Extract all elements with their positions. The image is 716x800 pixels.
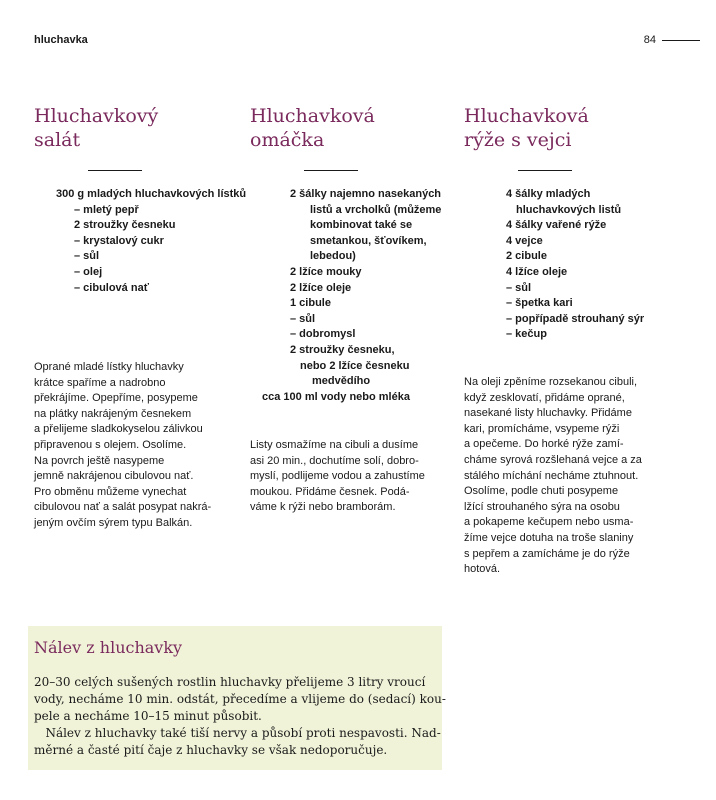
method-line: moukou. Přidáme česnek. Podá- <box>250 485 410 498</box>
method-line: kari, promícháme, vsypeme rýži <box>464 422 620 435</box>
method-line: Na povrch ještě nasypeme <box>34 454 165 467</box>
ingredient-item: medvědího <box>312 375 371 388</box>
method-line: cháme syrová rozšlehaná vejce a za <box>464 453 642 466</box>
infusion-line: pele a necháme 10–15 minut působit. <box>34 709 262 723</box>
ingredient-item: 2 šálky najemno nasekaných <box>290 188 442 200</box>
method-line: hotová. <box>464 563 501 576</box>
ingredient-item: – dobromysl <box>290 328 356 341</box>
method-line: když zesklovatí, přidáme oprané, <box>464 391 625 404</box>
page-number-text: 84 <box>643 34 656 46</box>
method-line: jemně nakrájenou cibulovou nať. <box>34 470 194 483</box>
method-line: váme k rýži nebo bramborám. <box>250 501 396 514</box>
method-line: myslí, podlijeme vodou a zahustíme <box>250 470 425 483</box>
infusion-body <box>34 674 446 759</box>
ingredient-item: 4 šálky vařené rýže <box>506 219 607 232</box>
method-line: a opečeme. Do horké rýže zamí- <box>464 438 624 451</box>
title-rule <box>88 170 142 171</box>
ingredient-item: 4 vejce <box>506 234 543 247</box>
method-line: Osolíme, podle chuti posypeme <box>464 485 619 498</box>
ingredient-item: listů a vrcholků (můžeme <box>310 203 442 216</box>
recipe-title: Hluchavkový salát <box>34 105 159 151</box>
ingredient-item: – kečup <box>506 328 547 341</box>
ingredient-item: – popřípadě strouhaný sýr <box>506 312 645 325</box>
title-rule <box>518 170 572 171</box>
ingredient-list <box>34 187 247 296</box>
recipe-title: Hluchavková omáčka <box>250 105 375 151</box>
ingredient-item: lebedou) <box>310 250 356 263</box>
ingredient-item: – mletý pepř <box>74 203 139 216</box>
ingredient-item: smetankou, šťovíkem, <box>310 234 427 247</box>
method-line: lžící strouhaného sýra na osobu <box>464 500 620 513</box>
ingredient-list <box>464 187 664 343</box>
ingredient-item: 2 stroužky česneku, <box>290 343 395 356</box>
method-line: stálého míchání necháme ztuhnout. <box>464 469 639 482</box>
ingredient-item: 4 šálky mladých <box>506 188 591 200</box>
method-line: jeným ovčím sýrem typu Balkán. <box>34 516 193 529</box>
method-line: Pro obměnu můžeme vynechat <box>34 485 187 498</box>
method-line: a pokapeme kečupem nebo usma- <box>464 516 634 529</box>
ingredient-item: – cibulová nať <box>74 281 149 294</box>
recipe-rice-method <box>464 375 656 578</box>
recipe-sauce <box>250 104 450 405</box>
ingredient-item: 2 lžíce oleje <box>290 281 352 294</box>
method-line: žíme vejce dotuha na troše slaniny <box>464 531 634 544</box>
method-line: Listy osmažíme na cibuli a dusíme <box>250 439 419 451</box>
ingredient-item: 2 lžíce mouky <box>290 265 362 278</box>
ingredient-item: – sůl <box>290 312 316 325</box>
ingredient-item: – sůl <box>74 250 100 263</box>
ingredient-item: – špetka kari <box>506 297 573 310</box>
recipe-salad <box>34 104 247 296</box>
method-line: Na oleji zpěníme rozsekanou cibuli, <box>464 376 638 388</box>
infusion-line: 20–30 celých sušených rostlin hluchavky přelijeme 3 litry vroucí <box>34 675 426 689</box>
ingredient-list <box>250 187 450 405</box>
recipe-title: Hluchavková rýže s vejci <box>464 105 589 151</box>
ingredient-item: 300 g mladých hluchavkových lístků <box>56 188 247 200</box>
recipe-rice <box>464 104 664 343</box>
ingredient-item: nebo 2 lžíce česneku <box>300 359 410 372</box>
recipe-sauce-method <box>250 438 442 516</box>
title-rule <box>304 170 358 171</box>
running-header: hluchavka <box>34 34 88 46</box>
infusion-box <box>28 626 446 770</box>
ingredient-item: 1 cibule <box>290 297 331 310</box>
method-line: s pepřem a zamícháme je do rýže <box>464 547 630 560</box>
method-line: nasekané listy hluchavky. Přidáme <box>464 407 632 420</box>
ingredient-item: kombinovat také se <box>310 219 413 232</box>
page-number <box>644 34 700 46</box>
infusion-line: Nálev z hluchavky také tiší nervy a působí proti nespavosti. Nad- <box>34 726 441 740</box>
method-line: krátce spaříme a nadrobno <box>34 376 166 389</box>
ingredient-item: 4 lžíce oleje <box>506 265 568 278</box>
method-line: a přelijeme sladkokyselou zálivkou <box>34 423 203 436</box>
ingredient-item: 2 cibule <box>506 250 547 263</box>
ingredient-item: – krystalový cukr <box>74 234 164 247</box>
header-rule <box>662 40 700 41</box>
ingredient-item: hluchavkových listů <box>516 203 622 216</box>
ingredient-item: – olej <box>74 265 103 278</box>
ingredient-item: – sůl <box>506 281 532 294</box>
method-line: Oprané mladé lístky hluchavky <box>34 361 184 373</box>
ingredient-item: 2 stroužky česneku <box>74 219 176 232</box>
method-line: na plátky nakrájeným česnekem <box>34 407 192 420</box>
recipe-salad-method <box>34 360 226 532</box>
infusion-line: měrné a časté pití čaje z hluchavky se však nedoporučuje. <box>34 743 388 757</box>
infusion-title: Nálev z hluchavky <box>34 638 183 657</box>
method-line: překrájíme. Opepříme, posypeme <box>34 392 198 405</box>
method-line: asi 20 min., dochutíme solí, dobro- <box>250 454 419 467</box>
infusion-line: vody, necháme 10 min. odstát, přecedíme a vlijeme do (sedací) kou- <box>34 692 446 706</box>
method-line: cibulovou nať a salát posypat nakrá- <box>34 501 212 514</box>
method-line: připravenou s olejem. Osolíme. <box>34 438 187 451</box>
ingredient-item: cca 100 ml vody nebo mléka <box>262 390 410 403</box>
